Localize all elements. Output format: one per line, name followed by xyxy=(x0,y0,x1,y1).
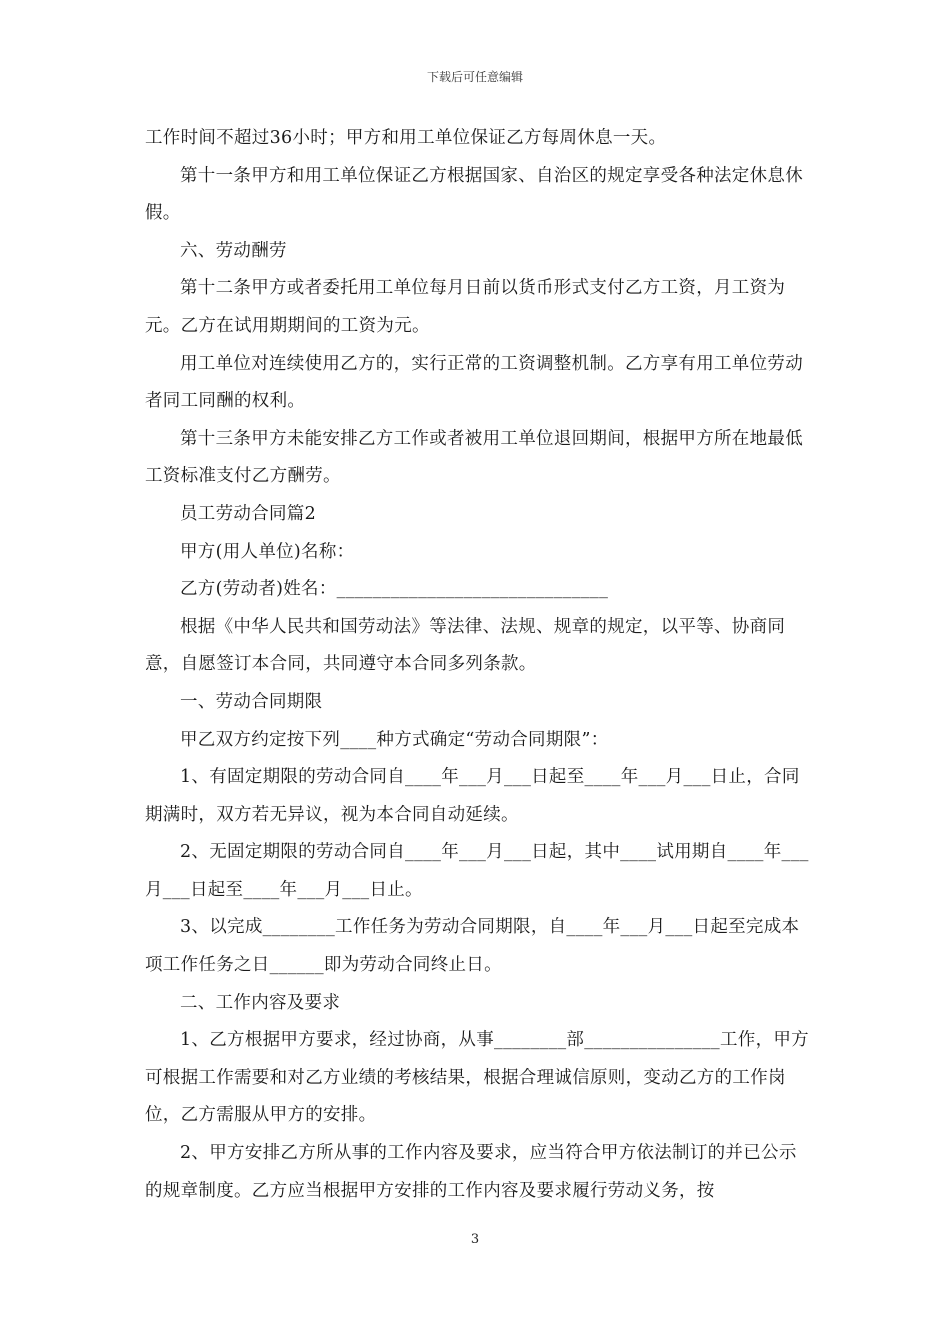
paragraph: 3、以完成________工作任务为劳动合同期限，自____年___月___日起至完成本项工作任务之日______即为劳动合同终止日。 xyxy=(145,917,800,976)
paragraph: 1、有固定期限的劳动合同自____年___月___日起至____年___月___日止，合同期满时，双方若无异议，视为本合同自动延续。 xyxy=(145,767,800,825)
paragraph: 甲乙双方约定按下列____种方式确定“劳动合同期限”： xyxy=(180,729,609,750)
paragraph: 第十三条甲方未能安排乙方工作或者被用工单位退回期间，根据甲方所在地最低工资标准支付乙方酬劳。 xyxy=(145,428,803,487)
paragraph: 一、劳动合同期限 xyxy=(180,691,323,712)
paragraph: 1、乙方根据甲方要求，经过协商，从事________部_______________工作，甲方可根据工作需要和对乙方业绩的考核结果，根据合理诚信原则，变动乙方的工作岗位，乙方需服从甲方的安排。 xyxy=(145,1030,809,1126)
paragraph: 甲方(用人单位)名称： xyxy=(180,541,355,562)
paragraph: 第十二条甲方或者委托用工单位每月日前以货币形式支付乙方工资，月工资为元。乙方在试用期期间的工资为元。 xyxy=(145,278,786,336)
page-number: 3 xyxy=(470,1232,480,1247)
paragraph: 员工劳动合同篇2 xyxy=(180,503,317,524)
paragraph: 六、劳动酬劳 xyxy=(180,240,287,261)
paragraph: 根据《中华人民共和国劳动法》等法律、法规、规章的规定，以平等、协商同意，自愿签订本合同，共同遵守本合同多列条款。 xyxy=(145,616,786,675)
paragraph: 第十一条甲方和用工单位保证乙方根据国家、自治区的规定享受各种法定休息休假。 xyxy=(145,165,803,224)
page-header: 下载后可任意编辑 xyxy=(426,70,523,84)
paragraph: 乙方(劳动者)姓名：______________________________ xyxy=(180,579,609,600)
paragraph: 2、甲方安排乙方所从事的工作内容及要求，应当符合甲方依法制订的并已公示的规章制度。乙方应当根据甲方安排的工作内容及要求履行劳动义务，按 xyxy=(145,1143,797,1201)
paragraph: 2、无固定期限的劳动合同自____年___月___日起，其中____试用期自____年___月___日起至____年___月___日止。 xyxy=(145,842,809,900)
paragraph: 二、工作内容及要求 xyxy=(180,992,341,1013)
paragraph: 工作时间不超过36小时；甲方和用工单位保证乙方每周休息一天。 xyxy=(145,128,667,148)
paragraph: 用工单位对连续使用乙方的，实行正常的工资调整机制。乙方享有用工单位劳动者同工同酬的权利。 xyxy=(145,353,803,412)
document-body xyxy=(145,120,810,1210)
